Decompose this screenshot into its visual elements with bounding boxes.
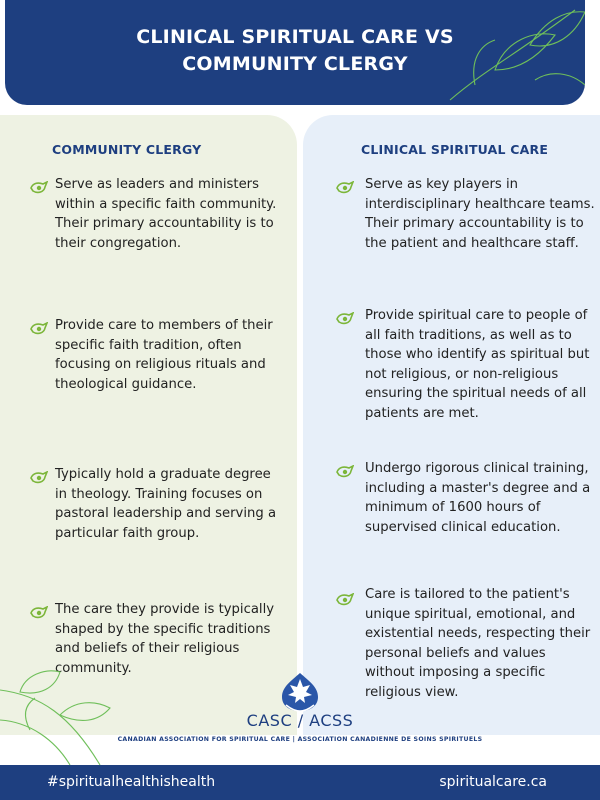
clinical-item-4: Care is tailored to the patient's unique spiritual, emotional, and existential needs, respecting their personal beliefs and values without imposing a specific religious view.	[365, 587, 591, 700]
title-line-2: COMMUNITY CLERGY	[182, 53, 408, 75]
website-link[interactable]: spiritualcare.ca	[439, 774, 547, 790]
clinical-item-2: Provide spiritual care to people of all faith traditions, as well as to those who identify as spiritual but not religious, or non-religious ensuring the spiritual needs of all patients are met.	[365, 308, 590, 421]
clinical-care-column	[303, 115, 600, 735]
clergy-item-2: Provide care to members of their specific faith tradition, often focusing on religious rituals and theological guidance.	[55, 318, 273, 392]
clinical-item-3: Undergo rigorous clinical training, including a master's degree and a minimum of 1600 hours of supervised clinical education.	[365, 461, 591, 535]
header-banner	[5, 0, 585, 105]
community-clergy-heading: COMMUNITY CLERGY	[52, 142, 202, 157]
title-line-1: CLINICAL SPIRITUAL CARE VS	[136, 26, 454, 48]
clergy-item-1: Serve as leaders and ministers within a specific faith community. Their primary accountability is to their congregation.	[55, 177, 277, 251]
leaf-bullet-icon	[30, 322, 48, 336]
clinical-item-1: Serve as key players in interdisciplinary healthcare teams. Their primary accountability is to the patient and healthcare staff.	[365, 177, 595, 251]
footer-bar	[0, 765, 600, 800]
leaf-bullet-icon	[30, 181, 48, 195]
vine-decoration-icon	[0, 660, 140, 770]
leaf-bullet-icon	[336, 312, 354, 326]
organization-name: CANADIAN ASSOCIATION FOR SPIRITUAL CARE | ASSOCIATION CANADIENNE DE SOINS SPIRITUELS	[117, 736, 483, 743]
clergy-item-3: Typically hold a graduate degree in theology. Training focuses on pastoral leadership and serving a particular faith group.	[55, 467, 277, 541]
hashtag: #spiritualhealthishealth	[47, 774, 216, 790]
leaf-bullet-icon	[30, 606, 48, 620]
leaf-bullet-icon	[30, 471, 48, 485]
leaf-decoration-icon	[435, 0, 585, 105]
leaf-bullet-icon	[336, 181, 354, 195]
clinical-care-heading: CLINICAL SPIRITUAL CARE	[361, 142, 549, 157]
leaf-bullet-icon	[336, 465, 354, 479]
clergy-item-4: The care they provide is typically shaped by the specific traditions and beliefs of their religious community.	[55, 602, 275, 676]
logo-text: CASC / ACSS	[246, 711, 354, 730]
leaf-bullet-icon	[336, 593, 354, 607]
community-clergy-column	[0, 115, 297, 735]
